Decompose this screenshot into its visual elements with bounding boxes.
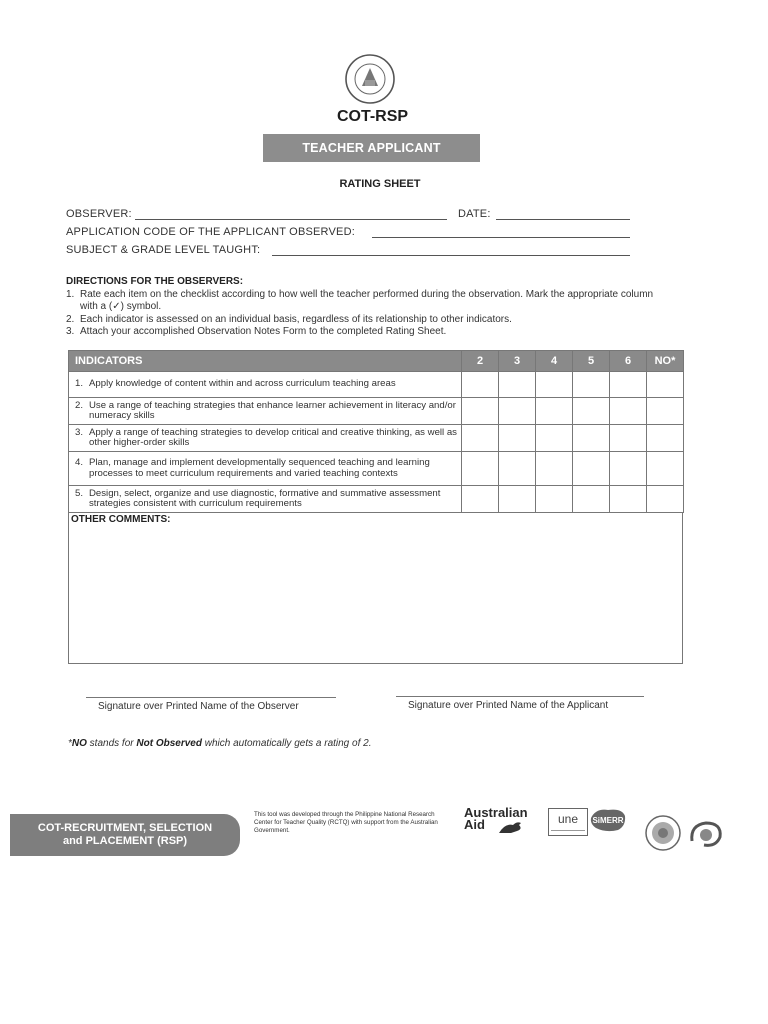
rating-cell[interactable] <box>647 398 684 425</box>
rating-cell[interactable] <box>536 398 573 425</box>
rating-column-header: 5 <box>573 351 610 372</box>
directions-heading: DIRECTIONS FOR THE OBSERVERS: <box>66 276 244 287</box>
une-logo: une <box>548 808 588 836</box>
observer-signature-label: Signature over Printed Name of the Observer <box>98 701 299 712</box>
rating-cell[interactable] <box>610 372 647 398</box>
rating-cell[interactable] <box>499 486 536 513</box>
applicant-signature-line[interactable] <box>396 696 644 697</box>
rating-cell[interactable] <box>462 425 499 452</box>
table-row <box>69 425 684 452</box>
sheet-title: RATING SHEET <box>339 178 421 190</box>
rating-cell[interactable] <box>573 486 610 513</box>
direction-item: 3. Attach your accomplished Observation Notes Form to the completed Rating Sheet. <box>66 326 447 337</box>
indicators-header: INDICATORS <box>69 351 462 372</box>
rating-cell[interactable] <box>499 398 536 425</box>
rating-cell[interactable] <box>573 398 610 425</box>
rating-cell[interactable] <box>647 425 684 452</box>
footer-banner: COT-RECRUITMENT, SELECTION and PLACEMENT (RSP) <box>10 814 240 856</box>
table-row <box>69 398 684 425</box>
rating-cell[interactable] <box>573 425 610 452</box>
observer-label: OBSERVER: <box>66 208 132 220</box>
application-code-label: APPLICATION CODE OF THE APPLICANT OBSERVED: <box>66 226 355 238</box>
indicator-text: 5. Design, select, organize and use diagnostic, formative and summative assessment strategies consistent with curriculum requirements <box>69 486 462 513</box>
rating-cell[interactable] <box>573 452 610 486</box>
other-comments-label: OTHER COMMENTS: <box>71 514 171 525</box>
rating-cell[interactable] <box>499 372 536 398</box>
indicators-table <box>68 350 683 513</box>
date-field[interactable] <box>496 219 630 220</box>
indicator-text: 4. Plan, manage and implement developmentally sequenced teaching and learning processes to meet curriculum requirements and varied teaching contexts <box>69 452 462 486</box>
australian-aid-logo: Australian Aid <box>464 805 528 832</box>
rating-cell[interactable] <box>610 425 647 452</box>
table-row <box>69 372 684 398</box>
rating-cell[interactable] <box>573 372 610 398</box>
rating-cell[interactable] <box>462 372 499 398</box>
indicator-text: 2. Use a range of teaching strategies that enhance learner achievement in literacy and/or numeracy skills <box>69 398 462 425</box>
rating-column-header: NO* <box>647 351 684 372</box>
table-row <box>69 452 684 486</box>
rating-cell[interactable] <box>536 486 573 513</box>
kangaroo-icon <box>497 819 525 835</box>
rating-cell[interactable] <box>462 486 499 513</box>
rating-cell[interactable] <box>462 398 499 425</box>
rating-cell[interactable] <box>647 452 684 486</box>
rating-cell[interactable] <box>610 452 647 486</box>
rating-cell[interactable] <box>610 486 647 513</box>
rating-cell[interactable] <box>499 452 536 486</box>
indicator-text: 1. Apply knowledge of content within and across curriculum teaching areas <box>69 372 462 398</box>
direction-item: 1. Rate each item on the checklist according to how well the teacher performed during the observation. Mark the appropriate column with a (✓) symbol. <box>66 288 654 312</box>
directions <box>66 276 666 339</box>
rating-column-header: 2 <box>462 351 499 372</box>
observer-signature-line[interactable] <box>86 697 336 698</box>
footer-credit: This tool was developed through the Philippine National Research Center for Teacher Quality (RCTQ) with support from the Australian Government. <box>254 811 438 834</box>
table-header-row <box>69 351 684 372</box>
other-comments-box[interactable] <box>68 512 683 664</box>
application-code-field[interactable] <box>372 237 630 238</box>
subject-field[interactable] <box>272 255 630 256</box>
page-title: COT-RSP <box>336 108 409 125</box>
rating-cell[interactable] <box>610 398 647 425</box>
rating-cell[interactable] <box>462 452 499 486</box>
rating-column-header: 3 <box>499 351 536 372</box>
rating-cell[interactable] <box>536 372 573 398</box>
date-label: DATE: <box>458 208 491 220</box>
footnote: *NO stands for Not Observed which automatically gets a rating of 2. <box>68 738 372 749</box>
rating-cell[interactable] <box>647 372 684 398</box>
rating-cell[interactable] <box>536 452 573 486</box>
direction-item: 2. Each indicator is assessed on an individual basis, regardless of its relationship to other indicators. <box>66 313 512 325</box>
rating-cell[interactable] <box>499 425 536 452</box>
simerr-text: SiMERR <box>592 816 624 825</box>
subject-label: SUBJECT & GRADE LEVEL TAUGHT: <box>66 244 261 256</box>
rating-cell[interactable] <box>536 425 573 452</box>
table-row <box>69 486 684 513</box>
applicant-banner: TEACHER APPLICANT <box>263 134 480 162</box>
observer-field[interactable] <box>135 219 447 220</box>
rating-cell[interactable] <box>647 486 684 513</box>
simerr-logo-icon <box>588 806 628 834</box>
emblem-icon <box>643 814 683 852</box>
emblem-icon <box>686 817 726 851</box>
rating-column-header: 4 <box>536 351 573 372</box>
applicant-signature-label: Signature over Printed Name of the Applicant <box>408 700 609 711</box>
deped-seal-icon <box>335 52 405 104</box>
rating-column-header: 6 <box>610 351 647 372</box>
indicator-text: 3. Apply a range of teaching strategies to develop critical and creative thinking, as well as other higher-order skills <box>69 425 462 452</box>
